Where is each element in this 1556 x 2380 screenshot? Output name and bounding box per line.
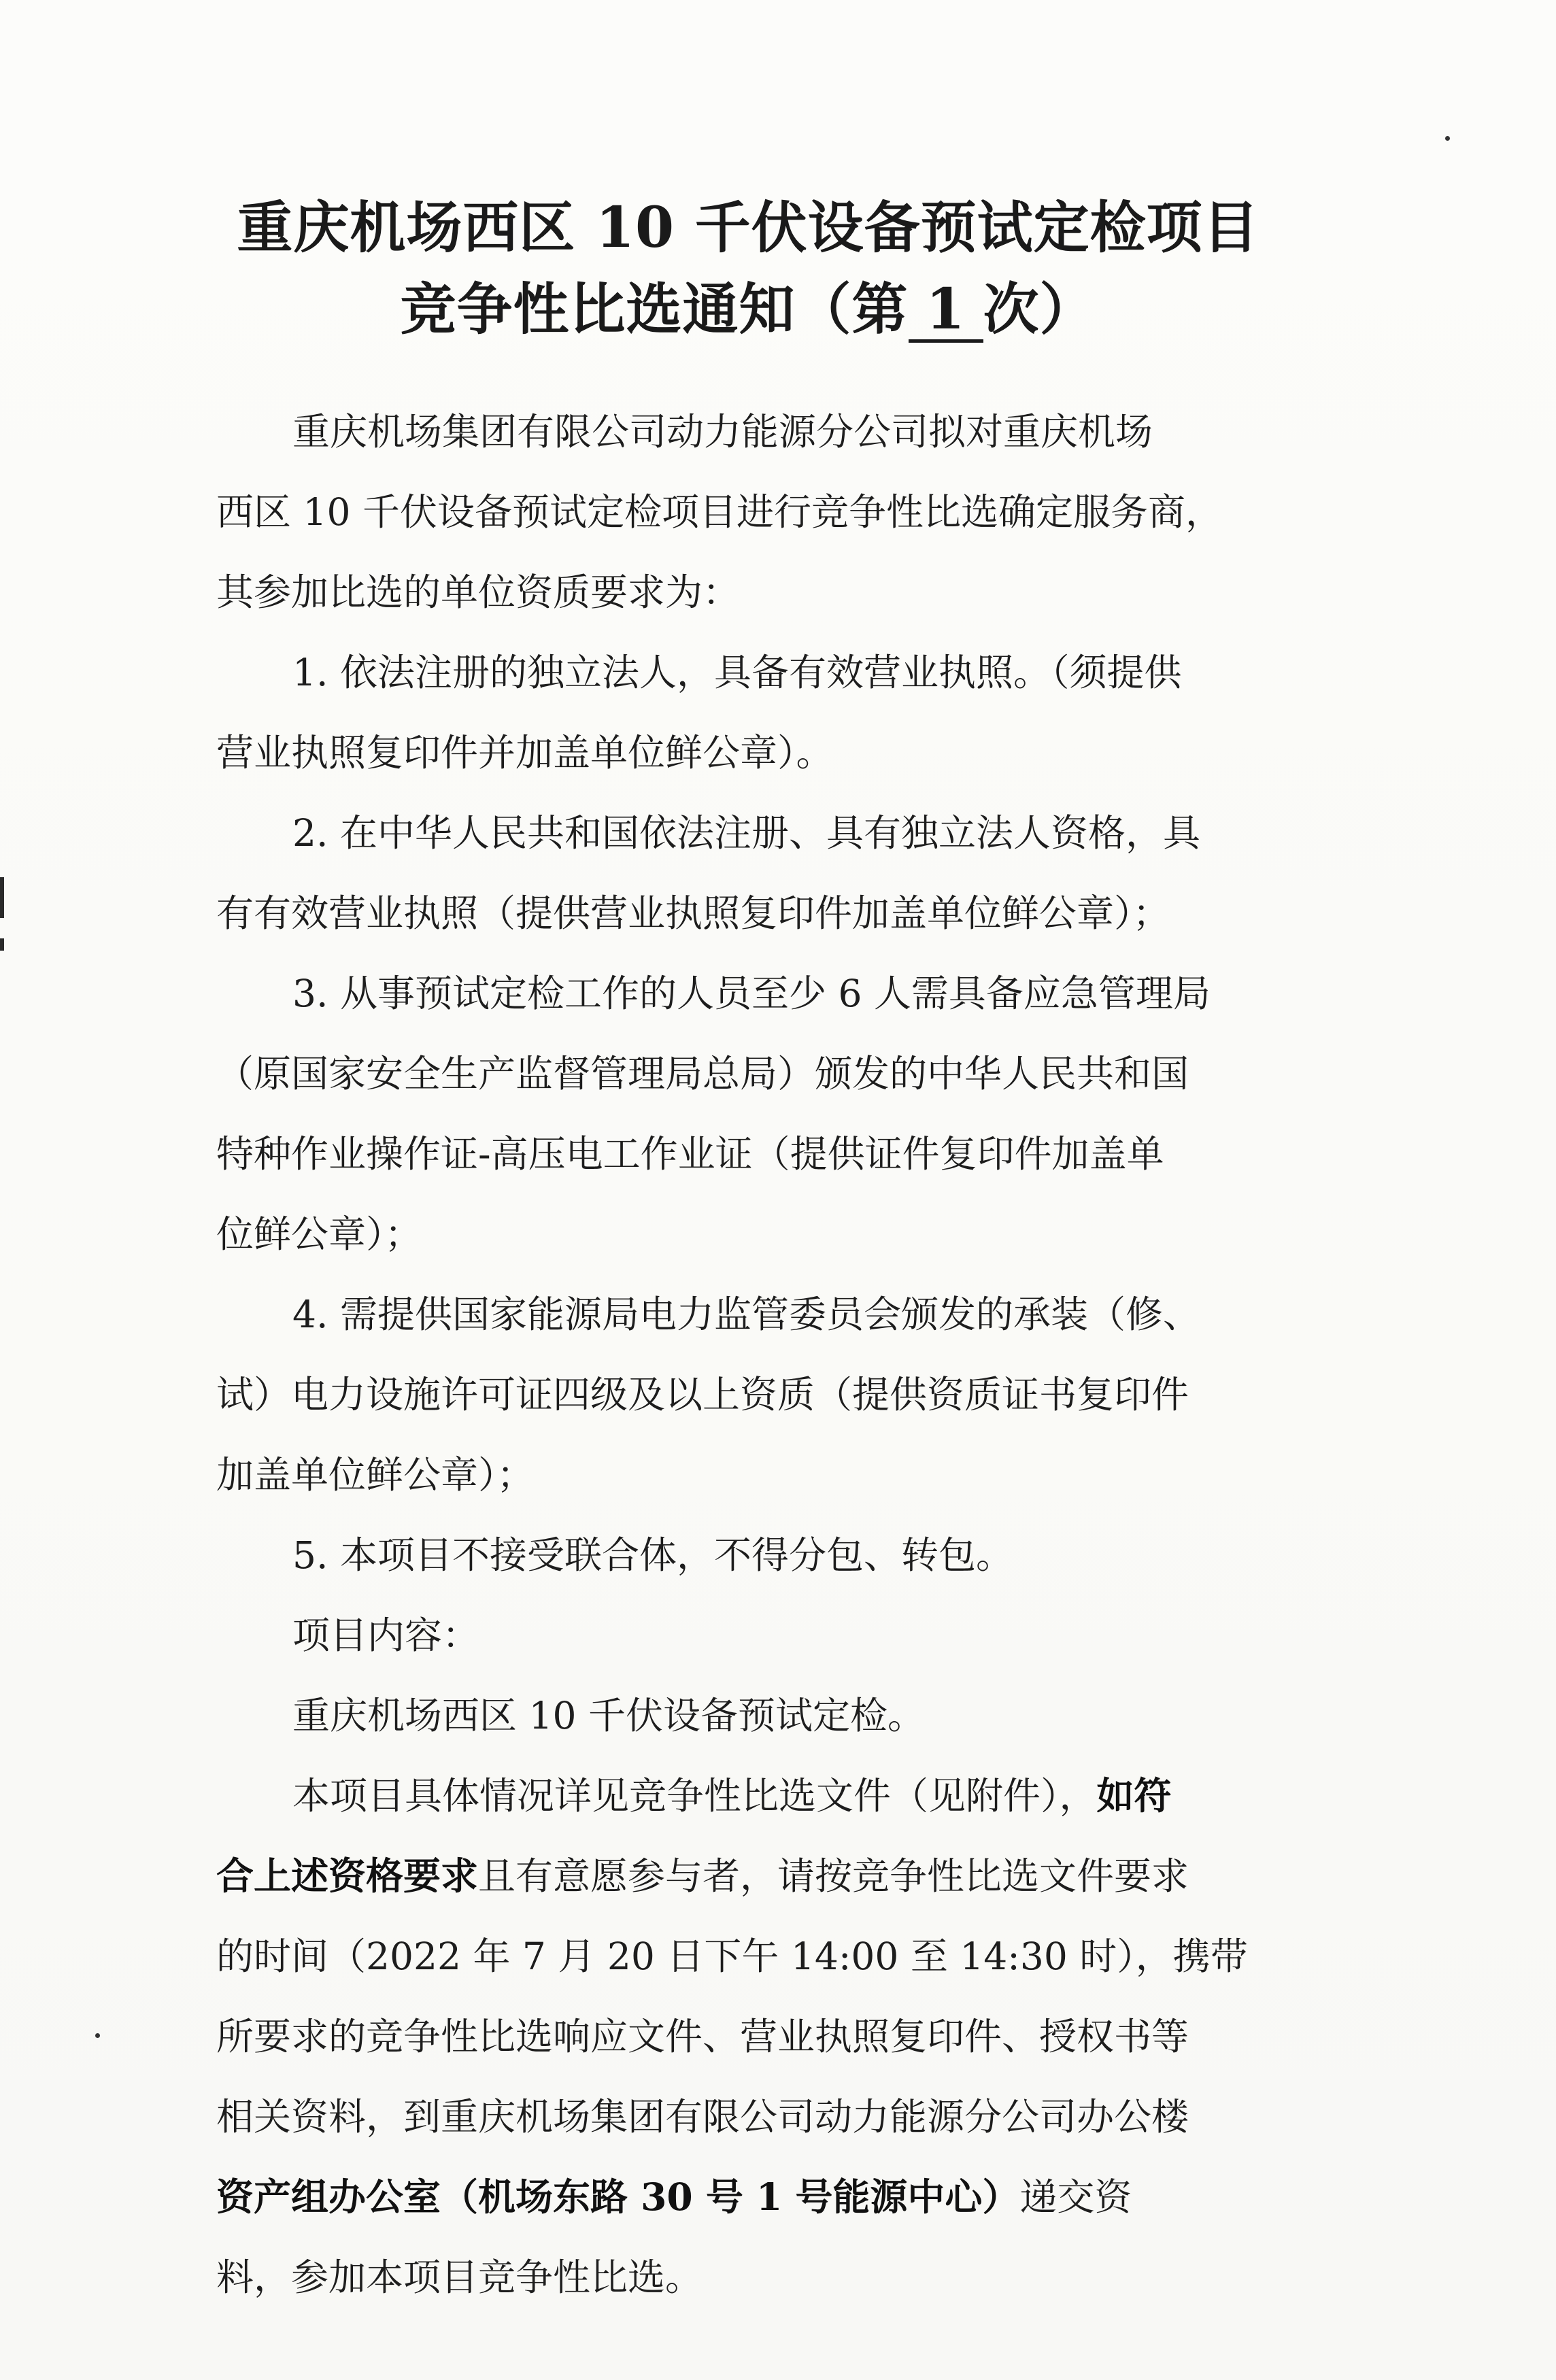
scan-speck <box>1445 136 1450 141</box>
project-content-text: 重庆机场西区 10 千伏设备预试定检。 <box>292 1694 925 1737</box>
closing-line: 本项目具体情况详见竞争性比选文件（见附件），如符 <box>292 1773 1172 1818</box>
round-number: 1 <box>909 279 983 343</box>
project-content-label: 项目内容： <box>292 1614 480 1657</box>
document-title-line1: 重庆机场西区 10 千伏设备预试定检项目 <box>237 195 1259 260</box>
requirement-4: 4. 需提供国家能源局电力监管委员会颁发的承装（修、 <box>292 1293 1200 1336</box>
closing-line: 相关资料，到重庆机场集团有限公司动力能源分公司办公楼 <box>216 2095 1189 2139</box>
document-body <box>216 408 1304 2299</box>
requirement-1: 1. 依法注册的独立法人，具备有效营业执照。（须提供 <box>292 651 1182 694</box>
requirement-4-cont: 加盖单位鲜公章）； <box>216 1453 535 1497</box>
closing-line: 的时间（2022 年 7 月 20 日下午 14:00 至 14:30 时），携带 <box>216 1935 1248 1978</box>
document-title-line2: 竞争性比选通知（第 1 次） <box>400 277 1096 342</box>
requirement-5: 5. 本项目不接受联合体，不得分包、转包。 <box>292 1533 1013 1577</box>
requirement-2-cont: 有有效营业执照（提供营业执照复印件加盖单位鲜公章）； <box>216 891 1170 935</box>
paragraph-line: 重庆机场集团有限公司动力能源分公司拟对重庆机场 <box>292 410 1153 454</box>
scan-edge-mark <box>0 938 4 951</box>
requirement-1-cont: 营业执照复印件并加盖单位鲜公章）。 <box>216 731 834 775</box>
closing-line: 资产组办公室（机场东路 30 号 1 号能源中心）递交资 <box>216 2175 1132 2219</box>
requirement-3-cont: 特种作业操作证-高压电工作业证（提供证件复印件加盖单 <box>216 1132 1164 1176</box>
requirement-3-cont: （原国家安全生产监督管理局总局）颁发的中华人民共和国 <box>216 1052 1189 1095</box>
requirement-3-cont: 位鲜公章）； <box>216 1212 422 1256</box>
scan-speck <box>95 2033 100 2038</box>
paragraph-line: 西区 10 千伏设备预试定检项目进行竞争性比选确定服务商， <box>216 490 1223 534</box>
closing-line: 合上述资格要求且有意愿参与者，请按竞争性比选文件要求 <box>216 1854 1189 1898</box>
scan-edge-mark <box>0 877 4 918</box>
closing-line: 料，参加本项目竞争性比选。 <box>216 2256 703 2299</box>
paragraph-line: 其参加比选的单位资质要求为： <box>216 571 741 614</box>
requirement-2: 2. 在中华人民共和国依法注册、具有独立法人资格，具 <box>292 811 1200 855</box>
closing-line: 所要求的竞争性比选响应文件、营业执照复印件、授权书等 <box>216 2015 1189 2058</box>
requirement-4-cont: 试）电力设施许可证四级及以上资质（提供资质证书复印件 <box>216 1373 1189 1416</box>
requirement-3: 3. 从事预试定检工作的人员至少 6 人需具备应急管理局 <box>292 972 1211 1015</box>
